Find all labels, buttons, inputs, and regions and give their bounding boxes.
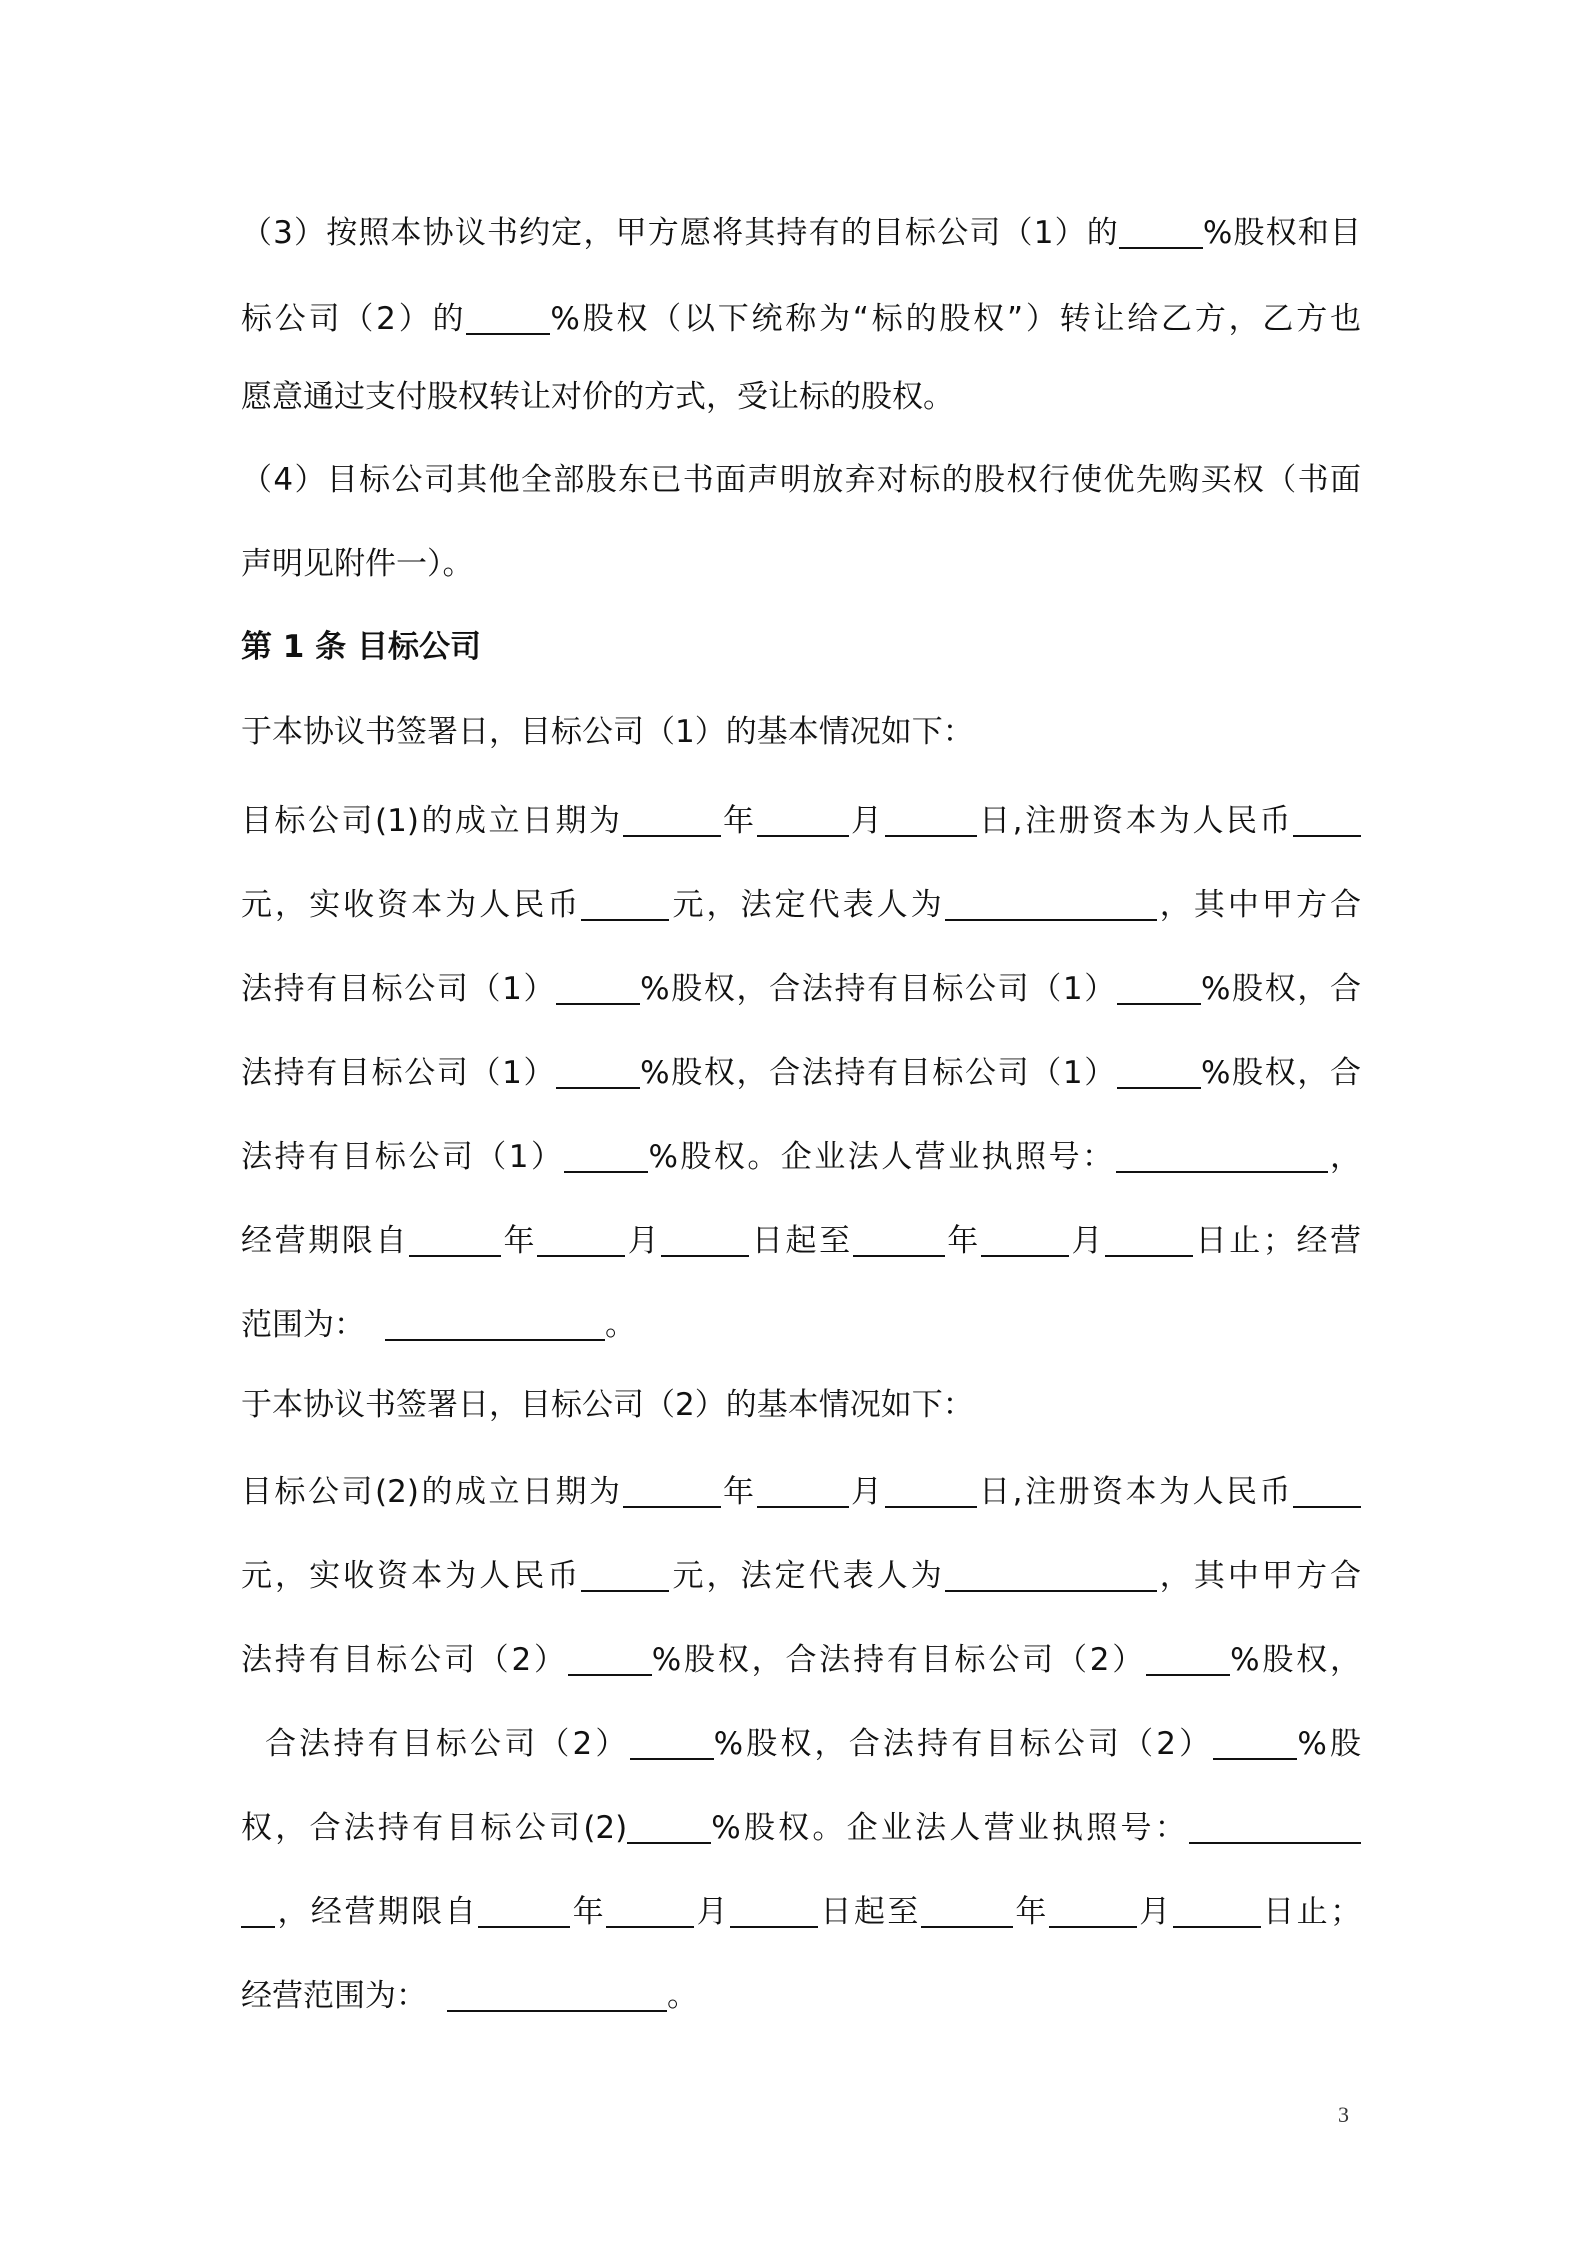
text: 月	[1068, 1223, 1106, 1259]
text: 日止；经营	[1193, 1223, 1362, 1259]
company-2-line-4	[265, 1722, 1361, 1766]
blank-field[interactable]	[630, 1730, 714, 1760]
text: 日起至	[818, 1894, 921, 1930]
blank-field[interactable]	[757, 1478, 849, 1508]
company-1-line-2	[241, 883, 1361, 927]
text: 日止；	[1260, 1894, 1362, 1930]
blank-field[interactable]	[945, 1562, 1157, 1592]
text: %股权，合法持有目标公司（1）	[640, 1055, 1117, 1091]
text: %股权和目	[1202, 215, 1361, 251]
blank-field[interactable]	[606, 1898, 694, 1928]
text: 月	[848, 803, 885, 839]
blank-field[interactable]	[623, 1478, 721, 1508]
text: （4）目标公司其他全部股东已书面声明放弃对标的股权行使优先购买权（书面	[241, 462, 1361, 498]
text: 目标公司(1)的成立日期为	[241, 803, 623, 839]
blank-field[interactable]	[568, 1646, 652, 1676]
company-1-line-3	[241, 967, 1361, 1011]
company-2-line-2	[241, 1554, 1361, 1598]
blank-field[interactable]	[627, 1814, 711, 1844]
blank-field[interactable]	[1117, 1059, 1201, 1089]
text: %股	[1297, 1726, 1361, 1762]
text: %股权，合	[1200, 971, 1361, 1007]
blank-field[interactable]	[556, 975, 640, 1005]
text: 经营范围为：	[241, 1978, 427, 2014]
page-number: 3	[1338, 2102, 1349, 2127]
text: 月	[1136, 1894, 1173, 1930]
blank-field[interactable]	[730, 1898, 818, 1928]
company-1-line-6	[241, 1219, 1361, 1263]
text: 元，法定代表人为	[669, 1558, 945, 1594]
text: 于本协议书签署日，目标公司（1）的基本情况如下：	[241, 714, 974, 750]
blank-field[interactable]	[466, 305, 550, 335]
company-2-line-5	[241, 1806, 1361, 1850]
text: 年	[720, 803, 757, 839]
text: %股权，	[651, 1642, 786, 1678]
text: 合法持有目标公司（2）	[848, 1726, 1214, 1762]
blank-field[interactable]	[537, 1227, 625, 1257]
text: 月	[625, 1223, 662, 1259]
text: 合法持有目标公司（2）	[265, 1726, 630, 1762]
text: 于本协议书签署日，目标公司（2）的基本情况如下：	[241, 1387, 974, 1423]
clause-4-line-2	[241, 542, 1361, 586]
text: 合法持有目标公司（2）	[785, 1642, 1147, 1678]
company-1-line-5	[241, 1135, 1361, 1179]
text: 。	[605, 1307, 636, 1343]
clause-3-line-1	[241, 211, 1361, 255]
blank-field[interactable]	[385, 1311, 605, 1341]
text: 日起至	[749, 1223, 853, 1259]
text: 合法持有目标公司(2)	[309, 1810, 628, 1846]
text: %股权，	[713, 1726, 849, 1762]
text: 日,注册资本为人民币	[976, 1474, 1294, 1510]
blank-field[interactable]	[556, 1059, 640, 1089]
blank-field[interactable]	[581, 1562, 669, 1592]
text: 愿意通过支付股权转让对价的方式，受让标的股权。	[241, 379, 954, 415]
text: （3）按照本协议书约定，甲方愿将其持有的目标公司（1）的	[241, 215, 1119, 251]
text: %股权，合	[1200, 1055, 1361, 1091]
clause-3-line-3	[241, 375, 1361, 419]
text: 权，	[241, 1810, 310, 1846]
blank-field[interactable]	[1119, 219, 1203, 249]
text: 元，法定代表人为	[669, 887, 945, 923]
text: %股权（以下统称为“标的股权”）转让给乙方，乙方也	[550, 301, 1361, 337]
text: ，其中甲方合	[1156, 887, 1362, 923]
blank-field[interactable]	[623, 807, 721, 837]
blank-field[interactable]	[581, 891, 669, 921]
text: 法持有目标公司（1）	[241, 971, 557, 1007]
blank-field[interactable]	[1173, 1898, 1261, 1928]
blank-field[interactable]	[409, 1227, 501, 1257]
text: 年	[570, 1894, 607, 1930]
company-2-intro	[241, 1383, 1361, 1427]
clause-4-line-1	[241, 458, 1361, 502]
blank-field[interactable]	[241, 1898, 275, 1928]
text: %股权。企业法人营业执照号：	[711, 1810, 1189, 1846]
text: 法持有目标公司（1）	[241, 1055, 557, 1091]
blank-field[interactable]	[1116, 1143, 1328, 1173]
text: 月	[694, 1894, 731, 1930]
text: 法持有目标公司（2）	[241, 1642, 568, 1678]
text: 标公司（2）的	[241, 301, 467, 337]
blank-field[interactable]	[478, 1898, 570, 1928]
blank-field[interactable]	[853, 1227, 945, 1257]
text: ，	[1327, 1139, 1361, 1175]
blank-field[interactable]	[981, 1227, 1069, 1257]
blank-field[interactable]	[1189, 1814, 1361, 1844]
text: 年	[500, 1223, 538, 1259]
text: %股权，合法持有目标公司（1）	[640, 971, 1117, 1007]
text: %股权，	[1230, 1642, 1361, 1678]
blank-field[interactable]	[1117, 975, 1201, 1005]
text: 年	[720, 1474, 757, 1510]
text: 年	[944, 1223, 981, 1259]
text: 元，实收资本为人民币	[241, 1558, 582, 1594]
blank-field[interactable]	[1293, 1478, 1361, 1508]
text: 月	[848, 1474, 885, 1510]
blank-field[interactable]	[447, 1982, 667, 2012]
article-1-heading	[241, 625, 1361, 669]
text: 元，实收资本为人民币	[241, 887, 582, 923]
blank-field[interactable]	[1146, 1646, 1230, 1676]
blank-field[interactable]	[945, 891, 1157, 921]
text: %股权。企业法人营业执照号：	[648, 1139, 1116, 1175]
company-1-line-4	[241, 1051, 1361, 1095]
blank-field[interactable]	[885, 1478, 977, 1508]
company-1-line-1	[241, 799, 1361, 843]
company-2-line-1	[241, 1470, 1361, 1514]
blank-field[interactable]	[564, 1143, 648, 1173]
text: 。	[667, 1978, 698, 2014]
text: 范围为：	[241, 1307, 365, 1343]
text: ，其中甲方合	[1156, 1558, 1362, 1594]
company-2-line-3	[241, 1638, 1361, 1682]
text: 法持有目标公司（1）	[241, 1139, 565, 1175]
heading-text: 第 1 条 目标公司	[241, 629, 481, 665]
blank-field[interactable]	[1213, 1730, 1297, 1760]
text: ，经营期限自	[275, 1894, 479, 1930]
blank-field[interactable]	[757, 807, 849, 837]
blank-field[interactable]	[661, 1227, 749, 1257]
blank-field[interactable]	[921, 1898, 1013, 1928]
text: 年	[1012, 1894, 1049, 1930]
company-2-line-6	[241, 1890, 1361, 1934]
blank-field[interactable]	[1049, 1898, 1137, 1928]
blank-field[interactable]	[1293, 807, 1361, 837]
company-1-line-7	[241, 1303, 1361, 1347]
blank-field[interactable]	[1105, 1227, 1193, 1257]
blank-field[interactable]	[885, 807, 977, 837]
company-2-line-7	[241, 1974, 1361, 2018]
company-1-intro	[241, 710, 1361, 754]
clause-3-line-2	[241, 297, 1361, 341]
text: 日,注册资本为人民币	[976, 803, 1294, 839]
text: 经营期限自	[241, 1223, 409, 1259]
text: 目标公司(2)的成立日期为	[241, 1474, 623, 1510]
text: 声明见附件一）。	[241, 546, 474, 582]
